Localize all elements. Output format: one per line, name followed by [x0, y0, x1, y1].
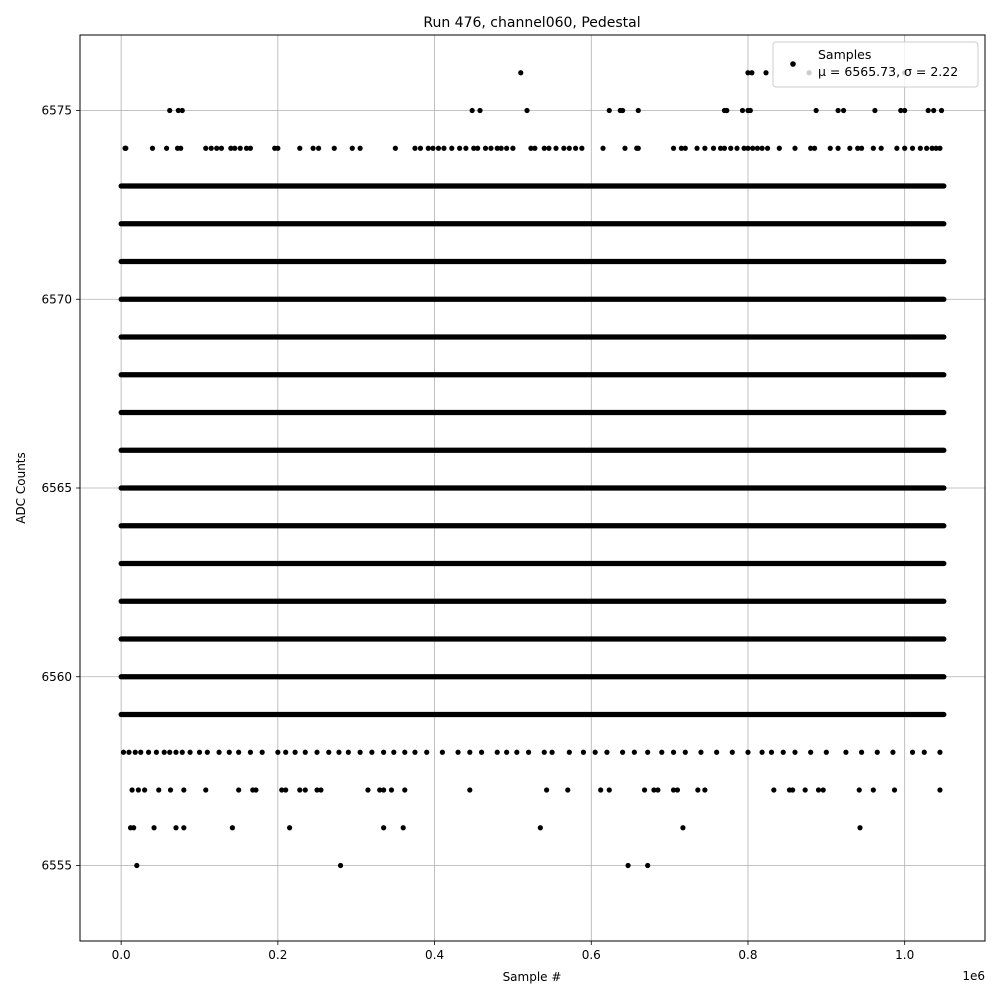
sample-point: [123, 146, 128, 151]
sample-point: [130, 787, 135, 792]
legend-label: Samples: [818, 47, 872, 62]
sample-point: [549, 750, 554, 755]
sample-point: [879, 146, 884, 151]
sample-point: [636, 108, 641, 113]
sample-point: [546, 146, 551, 151]
sample-point: [219, 146, 224, 151]
sample-point: [248, 750, 253, 755]
sample-point: [401, 825, 406, 830]
sample-point: [236, 787, 241, 792]
sample-point: [283, 750, 288, 755]
sample-point: [499, 146, 504, 151]
sample-point: [694, 146, 699, 151]
sample-point: [440, 750, 445, 755]
sample-point: [150, 146, 155, 151]
sample-point: [236, 750, 241, 755]
sample-point: [412, 750, 417, 755]
sample-point: [178, 146, 183, 151]
sample-point: [457, 146, 462, 151]
sample-point: [156, 787, 161, 792]
sample-point: [391, 750, 396, 755]
sample-point: [151, 825, 156, 830]
sample-point: [792, 146, 797, 151]
sample-point: [209, 146, 214, 151]
sample-point: [475, 146, 480, 151]
sample-point: [724, 108, 729, 113]
sample-point: [892, 787, 897, 792]
sample-point: [620, 750, 625, 755]
sample-point: [622, 146, 627, 151]
sample-point: [131, 825, 136, 830]
sample-point: [230, 825, 235, 830]
x-tick-label: 0.0: [111, 948, 131, 962]
sample-point: [910, 146, 915, 151]
sample-point: [636, 146, 641, 151]
sample-point: [381, 825, 386, 830]
sample-point: [565, 787, 570, 792]
sample-point: [924, 146, 929, 151]
sample-point: [872, 108, 877, 113]
sample-point: [524, 108, 529, 113]
sample-point: [418, 146, 423, 151]
sample-point: [303, 750, 308, 755]
sample-point: [714, 750, 719, 755]
sample-point: [430, 146, 435, 151]
sample-point: [470, 108, 475, 113]
sample-point: [488, 146, 493, 151]
sample-point: [814, 108, 819, 113]
sample-point: [734, 146, 739, 151]
legend-marker: [790, 61, 796, 67]
sample-point: [455, 750, 460, 755]
chart-title: Run 476, channel060, Pedestal: [423, 15, 641, 31]
sample-point: [436, 146, 441, 151]
x-axis-label: Sample #: [502, 970, 562, 984]
sample-point: [857, 787, 862, 792]
sample-point: [154, 750, 159, 755]
sample-point: [620, 108, 625, 113]
sample-point: [671, 750, 676, 755]
sample-point: [698, 750, 703, 755]
sample-point: [745, 750, 750, 755]
sample-point: [728, 146, 733, 151]
sample-point: [180, 108, 185, 113]
y-tick-label: 6560: [41, 669, 72, 684]
sample-point: [748, 108, 753, 113]
sample-point: [297, 787, 302, 792]
sample-point: [894, 146, 899, 151]
sample-point: [275, 750, 280, 755]
sample-point: [316, 146, 321, 151]
sample-point: [504, 750, 509, 755]
sample-point: [311, 146, 316, 151]
sample-point: [336, 750, 341, 755]
sample-point: [526, 750, 531, 755]
sample-point: [841, 108, 846, 113]
sample-point: [910, 750, 915, 755]
sample-point: [902, 146, 907, 151]
sample-point: [607, 787, 612, 792]
sample-point: [332, 146, 337, 151]
legend-stats: μ = 6565.73, σ = 2.22: [818, 64, 959, 79]
sample-point: [180, 750, 185, 755]
sample-point: [937, 750, 942, 755]
sample-point: [931, 108, 936, 113]
sample-point: [412, 146, 417, 151]
sample-point: [835, 108, 840, 113]
sample-point: [326, 750, 331, 755]
sample-point: [187, 750, 192, 755]
sample-point: [121, 750, 126, 755]
sample-point: [227, 750, 232, 755]
sample-point: [749, 70, 754, 75]
sample-point: [675, 787, 680, 792]
sample-point: [232, 146, 237, 151]
sample-point: [314, 750, 319, 755]
sample-point: [579, 146, 584, 151]
sample-point: [625, 863, 630, 868]
y-axis-label: ADC Counts: [14, 452, 28, 524]
sample-point: [890, 750, 895, 755]
sample-point: [659, 750, 664, 755]
sample-point: [173, 750, 178, 755]
sample-point: [683, 750, 688, 755]
sample-point: [426, 146, 431, 151]
sample-point: [642, 787, 647, 792]
sample-point: [561, 146, 566, 151]
sample-point: [138, 750, 143, 755]
sample-point: [248, 146, 253, 151]
sample-point: [857, 825, 862, 830]
sample-point: [381, 750, 386, 755]
sample-point: [350, 146, 355, 151]
sample-point: [680, 825, 685, 830]
sample-point: [167, 108, 172, 113]
y-tick-label: 6575: [41, 103, 72, 118]
sample-point: [518, 70, 523, 75]
sample-point: [532, 146, 537, 151]
sample-point: [937, 787, 942, 792]
sample-point: [369, 750, 374, 755]
sample-point: [389, 787, 394, 792]
y-tick-label: 6570: [41, 292, 72, 307]
sample-point: [695, 787, 700, 792]
sample-point: [722, 146, 727, 151]
sample-point: [875, 750, 880, 755]
sample-point: [346, 750, 351, 755]
sample-point: [216, 750, 221, 755]
sample-point: [463, 146, 468, 151]
sample-point: [740, 108, 745, 113]
sample-point: [292, 750, 297, 755]
sample-point: [318, 787, 323, 792]
x-tick-label: 0.6: [581, 948, 601, 962]
sample-point: [142, 787, 147, 792]
sample-point: [381, 787, 386, 792]
sample-point: [203, 787, 208, 792]
sample-point: [542, 146, 547, 151]
sample-point: [769, 750, 774, 755]
sample-point: [303, 787, 308, 792]
sample-point: [449, 146, 454, 151]
sample-point: [181, 787, 186, 792]
sample-point: [260, 750, 265, 755]
sample-point: [632, 750, 637, 755]
sample-point: [655, 787, 660, 792]
sample-point: [781, 750, 786, 755]
sample-point: [745, 146, 750, 151]
sample-point: [759, 146, 764, 151]
sample-point: [275, 146, 280, 151]
sample-point: [253, 787, 258, 792]
sample-point: [287, 825, 292, 830]
sample-point: [544, 787, 549, 792]
sample-point: [214, 146, 219, 151]
sample-point: [164, 146, 169, 151]
sample-point: [902, 108, 907, 113]
sample-point: [393, 146, 398, 151]
sample-point: [238, 146, 243, 151]
sample-point: [358, 146, 363, 151]
sample-point: [702, 146, 707, 151]
sample-point: [922, 750, 927, 755]
sample-point: [835, 146, 840, 151]
sample-point: [871, 787, 876, 792]
sample-point: [671, 146, 676, 151]
sample-point: [600, 146, 605, 151]
sample-point: [859, 750, 864, 755]
sample-point: [824, 750, 829, 755]
sample-point: [607, 108, 612, 113]
sample-point: [510, 146, 515, 151]
sample-point: [477, 108, 482, 113]
sample-point: [828, 146, 833, 151]
x-axis-offset-label: 1e6: [962, 969, 985, 983]
sample-point: [759, 750, 764, 755]
sample-point: [495, 750, 500, 755]
x-tick-label: 0.2: [268, 948, 288, 962]
x-tick-label: 0.4: [425, 948, 445, 962]
sample-point: [479, 750, 484, 755]
sample-point: [514, 750, 519, 755]
sample-point: [702, 787, 707, 792]
sample-point: [598, 787, 603, 792]
sample-point: [803, 787, 808, 792]
sample-point: [126, 750, 131, 755]
sample-point: [424, 750, 429, 755]
sample-point: [843, 750, 848, 755]
sample-point: [365, 787, 370, 792]
sample-point: [765, 146, 770, 151]
sample-point: [567, 750, 572, 755]
sample-point: [402, 787, 407, 792]
sample-point: [483, 146, 488, 151]
sample-point: [939, 108, 944, 113]
sample-point: [581, 750, 586, 755]
sample-point: [205, 750, 210, 755]
sample-point: [812, 146, 817, 151]
sample-point: [918, 146, 923, 151]
sample-point: [790, 787, 795, 792]
sample-point: [402, 750, 407, 755]
sample-point: [467, 750, 472, 755]
sample-point: [203, 146, 208, 151]
sample-point: [538, 825, 543, 830]
sample-point: [136, 787, 141, 792]
sample-point: [168, 787, 173, 792]
sample-point: [750, 146, 755, 151]
sample-point: [816, 787, 821, 792]
sample-point: [167, 750, 172, 755]
sample-point: [542, 750, 547, 755]
sample-point: [683, 146, 688, 151]
sample-point: [763, 70, 768, 75]
sample-point: [777, 146, 782, 151]
sample-point: [645, 863, 650, 868]
sample-point: [197, 750, 202, 755]
legend: [773, 42, 978, 87]
x-tick-label: 1.0: [895, 948, 915, 962]
sample-point: [358, 750, 363, 755]
sample-point: [771, 787, 776, 792]
sample-point: [338, 863, 343, 868]
sample-point: [134, 863, 139, 868]
sample-point: [573, 146, 578, 151]
sample-point: [755, 146, 760, 151]
sample-point: [859, 146, 864, 151]
sample-point: [808, 750, 813, 755]
sample-point: [553, 146, 558, 151]
x-tick-label: 0.8: [738, 948, 758, 962]
sample-point: [821, 787, 826, 792]
sample-point: [937, 146, 942, 151]
sample-point: [567, 146, 572, 151]
sample-point: [847, 146, 852, 151]
sample-point: [146, 750, 151, 755]
sample-point: [711, 146, 716, 151]
sample-point: [441, 146, 446, 151]
sample-point: [467, 787, 472, 792]
sample-point: [730, 750, 735, 755]
sample-point: [173, 825, 178, 830]
sample-point: [593, 750, 598, 755]
sample-point: [283, 787, 288, 792]
sample-point: [297, 146, 302, 151]
sample-point: [926, 108, 931, 113]
sample-point: [604, 750, 609, 755]
sample-point: [792, 750, 797, 755]
sample-point: [871, 146, 876, 151]
y-tick-label: 6555: [41, 858, 72, 873]
sample-point: [133, 750, 138, 755]
y-tick-label: 6565: [41, 481, 72, 495]
sample-point: [645, 750, 650, 755]
sample-point: [504, 146, 509, 151]
sample-point: [162, 750, 167, 755]
sample-point: [181, 825, 186, 830]
